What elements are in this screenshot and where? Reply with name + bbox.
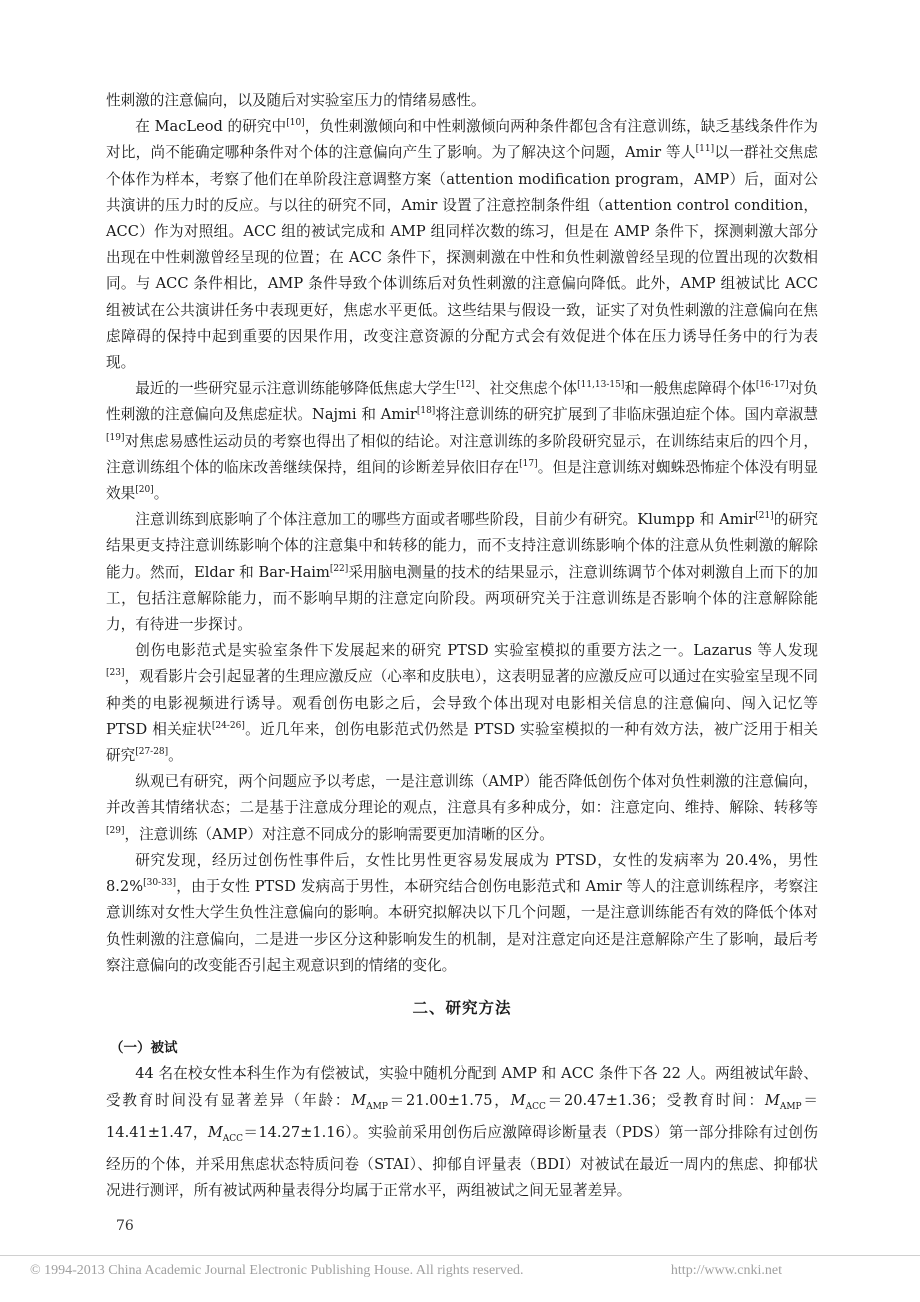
text-run: 。 <box>168 747 183 765</box>
citation-ref: [24-26] <box>211 721 245 732</box>
text-run: ＝14.27±1.16）。实验前采用创伤后应激障碍诊断量表（PDS）第一部分排除有过创伤经历的个体，并采用焦虑状态特质问卷（STAI）、抑郁自评量表（BDI）对被试在最近一周内的焦虑、抑郁状况进行测评，所有被试两种量表得分均属于正常水平，两组被试之间无显著差异。 <box>106 1123 818 1199</box>
paragraph <box>106 88 818 114</box>
math-subscript: AMP <box>366 1101 388 1112</box>
text-run: 对焦虑易感性运动员的考察也得出了相似的结论。对注意训练的多阶段研究显示，在训练结束后的四个月，注意训练组个体的临床改善继续保持，组间的诊断差异依旧存在 <box>106 432 818 476</box>
text-run: ＝21.00±1.75， <box>387 1091 511 1109</box>
paragraph <box>106 114 818 376</box>
text-run: 。但是注意训练对蜘蛛恐怖症个体没有明显效果 <box>106 458 818 503</box>
math-symbol: M <box>764 1091 780 1109</box>
text-run: 、社交焦虑个体 <box>474 380 578 398</box>
citation-ref: [11] <box>695 144 715 155</box>
citation-ref: [20] <box>135 485 154 496</box>
text-run: 最近的一些研究显示注意训练能够降低焦虑大学生 <box>135 380 457 398</box>
math-subscript: AMP <box>779 1101 802 1112</box>
footer-divider <box>0 1255 920 1256</box>
footer-url: http://www.cnki.net <box>670 1263 782 1278</box>
text-run: 对负性刺激的注意偏向及焦虑症状。Najmi 和 Amir <box>106 380 818 424</box>
citation-ref: [19] <box>106 432 125 443</box>
math-subscript: ACC <box>222 1133 244 1144</box>
text-run: 在 MacLeod 的研究中 <box>135 118 287 136</box>
text-run: 44 名在校女性本科生作为有偿被试，实验中随机分配到 AMP 和 ACC 条件下各 22 人。两组被试年龄、受教育时间没有显著差异（年龄： <box>106 1065 818 1109</box>
citation-ref: [18] <box>416 406 436 417</box>
paragraph <box>106 769 818 848</box>
footer-copyright: © 1994-2013 China Academic Journal Electronic Publishing House. All rights reserved. <box>30 1263 524 1278</box>
math-symbol: M <box>207 1123 223 1141</box>
text-run: ，注意训练（AMP）对注意不同成分的影响需要更加清晰的区分。 <box>124 825 554 843</box>
method-paragraph <box>106 1061 818 1204</box>
text-run: 性刺激的注意偏向，以及随后对实验室压力的情绪易感性。 <box>106 92 486 109</box>
text-run: 采用脑电测量的技术的结果显示，注意训练调节个体对刺激自上而下的加工，包括注意解除能力，而不影响早期的注意定向阶段。两项研究关于注意训练是否影响个体的注意解除能力，有待进一步探讨。 <box>106 563 818 634</box>
citation-ref: [11,13-15] <box>577 380 625 391</box>
paragraph <box>106 638 818 769</box>
paragraph <box>106 376 818 507</box>
citation-ref: [16-17] <box>755 380 789 391</box>
citation-ref: [22] <box>329 563 349 574</box>
text-run: ，负性刺激倾向和中性刺激倾向两种条件都包含有注意训练，缺乏基线条件作为对比，尚不能确定哪种条件对个体的注意偏向产生了影响。为了解决这个问题，Amir 等人 <box>106 118 818 162</box>
article-body <box>106 88 818 1204</box>
math-subscript: ACC <box>525 1101 546 1112</box>
text-run: 注意训练到底影响了个体注意加工的哪些方面或者哪些阶段，目前少有研究。Klumpp 和 Amir <box>135 511 756 529</box>
paragraph <box>106 507 818 638</box>
math-symbol: M <box>351 1091 367 1109</box>
math-symbol: M <box>510 1091 526 1109</box>
text-run: ＝20.47±1.36；受教育时间： <box>545 1091 765 1109</box>
text-run: 。近几年来，创伤电影范式仍然是 PTSD 实验室模拟的一种有效方法，被广泛用于相关研究 <box>106 720 818 765</box>
citation-ref: [17] <box>519 458 538 469</box>
text-run: 以一群社交焦虑个体作为样本，考察了他们在单阶段注意调整方案（attention modification program，AMP）后，面对公共演讲的压力时的反应。与以往的研究不同，Amir 设置了注意控制条件组（attention control condition，ACC）作为对照组。ACC 组的被试完成和 AMP 组同样次数的练习，但是在 AMP 条件下，探测刺激大部分出现在中性刺激曾经呈现的位置；在 ACC 条件下，探测刺激在中性和负性刺激曾经呈现的位置出现的次数相同。与 ACC 条件相比，AMP 条件导致个体训练后对负性刺激的注意偏向降低。此外，AMP 组被试比 ACC 组被试在公共演讲任务中表现更好，焦虑水平更低。这些结果与假设一致，证实了对负性刺激的注意偏向在焦虑障碍的保持中起到重要的因果作用，改变注意资源的分配方式会有效促进个体在压力诱导任务中的行为表现。 <box>106 144 818 372</box>
citation-ref: [23] <box>106 668 125 679</box>
text-run: 研究发现，经历过创伤性事件后，女性比男性更容易发展成为 PTSD，女性的发病率为 20.4%，男性 8.2% <box>106 851 818 896</box>
citation-ref: [12] <box>456 380 475 391</box>
text-run: ，由于女性 PTSD 发病高于男性，本研究结合创伤电影范式和 Amir 等人的注意训练程序，考察注意训练对女性大学生负性注意偏向的影响。本研究拟解决以下几个问题，一是注意训练能否有效的降低个体对负性刺激的注意偏向，二是进一步区分这种影响发生的机制，是对注意定向还是注意解除产生了影响，最后考察注意偏向的改变能否引起主观意识到的情绪的变化。 <box>106 878 818 974</box>
paragraph <box>106 848 818 979</box>
text-run: ，观看影片会引起显著的生理应激反应（心率和皮肤电），这表明显著的应激反应可以通过在实验室呈现不同种类的电影视频进行诱导。观看创伤电影之后，会导致个体出现对电影相关信息的注意偏向、闯入记忆等 PTSD 相关症状 <box>106 668 818 738</box>
citation-ref: [30-33] <box>143 878 177 889</box>
text-run: 纵观已有研究，两个问题应予以考虑，一是注意训练（AMP）能否降低创伤个体对负性刺激的注意偏向，并改善其情绪状态；二是基于注意成分理论的观点，注意具有多种成分，如：注意定向、维持、解除、转移等 <box>106 773 818 817</box>
text-run: ＝14.41±1.47， <box>106 1091 818 1141</box>
citation-ref: [29] <box>106 825 125 836</box>
citation-ref: [10] <box>286 118 305 129</box>
citation-ref: [27-28] <box>135 747 169 758</box>
text-run: 和一般焦虑障碍个体 <box>624 380 756 398</box>
citation-ref: [21] <box>755 511 774 522</box>
text-run: 创伤电影范式是实验室条件下发展起来的研究 PTSD 实验室模拟的重要方法之一。Lazarus 等人发现 <box>135 642 818 660</box>
subsection-heading: （一）被试 <box>110 1040 178 1057</box>
text-run: 将注意训练的研究扩展到了非临床强迫症个体。国内章淑慧 <box>435 406 818 424</box>
page-number: 76 <box>116 1218 134 1234</box>
text-run: 。 <box>153 485 169 503</box>
text-run: 的研究结果更支持注意训练影响个体的注意集中和转移的能力，而不支持注意训练影响个体的注意从负性刺激的解除能力。然而，Eldar 和 Bar-Haim <box>106 511 818 581</box>
section-heading: 二、研究方法 <box>412 998 512 1017</box>
